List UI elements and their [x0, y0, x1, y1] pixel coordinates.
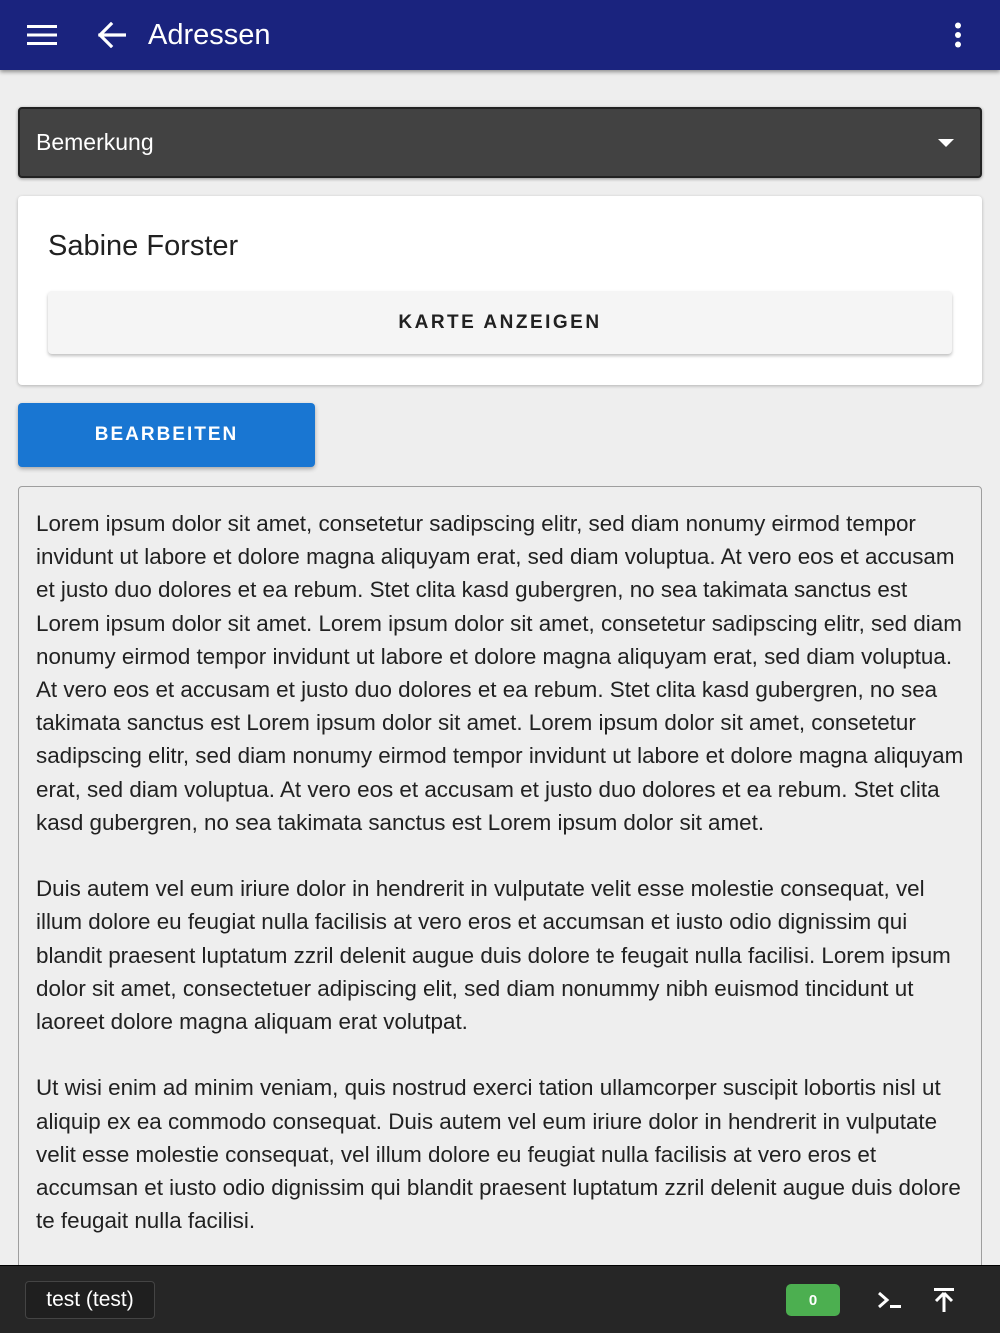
dropdown-selected-value: Bemerkung [36, 129, 154, 155]
user-chip[interactable]: test (test) [25, 1281, 155, 1319]
console-icon[interactable] [874, 1284, 906, 1316]
address-card [18, 196, 982, 385]
show-map-button[interactable]: KARTE ANZEIGEN [48, 291, 952, 354]
arrow-left-icon[interactable] [92, 17, 132, 53]
edit-button[interactable]: BEARBEITEN [18, 403, 315, 467]
page-title: Adressen [148, 19, 271, 51]
field-select-dropdown[interactable] [18, 107, 982, 178]
remark-paragraph: Ut wisi enim ad minim veniam, quis nostrud exerci tation ullamcorper suscipit lobortis nisl ut aliquip ex ea commodo consequat. Duis autem vel eum iriure dolor in hendrerit in vulputate velit esse molestie consequat, vel illum dolore eu feugiat nulla facilisis at vero eros et accumsan et iusto odio dignissim qui blandit praesent luptatum zzril delenit augue duis dolore te feugait nulla facilisi. [36, 1075, 961, 1234]
scroll-to-top-icon[interactable] [928, 1283, 960, 1317]
more-vert-icon[interactable] [942, 17, 974, 53]
chevron-down-icon [938, 139, 954, 147]
remark-paragraph: Duis autem vel eum iriure dolor in hendrerit in vulputate velit esse molestie consequat, vel illum dolore eu feugiat nulla facilisis at vero eros et accumsan et iusto odio dignissim qui blandit praesent luptatum zzril delenit augue duis dolore te feugait nulla facilisi. Lorem ipsum dolor sit amet, consectetuer adipiscing elit, sed diam nonummy nibh euismod tincidunt ut laoreet dolore magna aliquam erat volutpat. [36, 876, 951, 1035]
remark-textarea[interactable] [18, 486, 982, 1286]
app-bar [0, 0, 1000, 70]
count-badge[interactable]: 0 [786, 1284, 840, 1316]
contact-name: Sabine Forster [48, 230, 239, 262]
hamburger-menu-icon[interactable] [22, 17, 62, 53]
remark-paragraph: Lorem ipsum dolor sit amet, consetetur sadipscing elitr, sed diam nonumy eirmod tempor invidunt ut labore et dolore magna aliquyam erat, sed diam voluptua. At vero eos et accusam et justo duo dolores et ea rebum. Stet clita kasd gubergren, no sea takimata sanctus est Lorem ipsum dolor sit amet. Lorem ipsum dolor sit amet, consetetur sadipscing elitr, sed diam nonumy eirmod tempor invidunt ut labore et dolore magna aliquyam erat, sed diam voluptua. At vero eos et accusam et justo duo dolores et ea rebum. Stet clita kasd gubergren, no sea takimata sanctus est Lorem ipsum dolor sit amet. Lorem ipsum dolor sit amet, consetetur sadipscing elitr, sed diam nonumy eirmod tempor invidunt ut labore et dolore magna aliquyam erat, sed diam voluptua. At vero eos et accusam et justo duo dolores et ea rebum. Stet clita kasd gubergren, no sea takimata sanctus est Lorem ipsum dolor sit amet. [36, 511, 964, 835]
bottom-bar [0, 1265, 1000, 1333]
